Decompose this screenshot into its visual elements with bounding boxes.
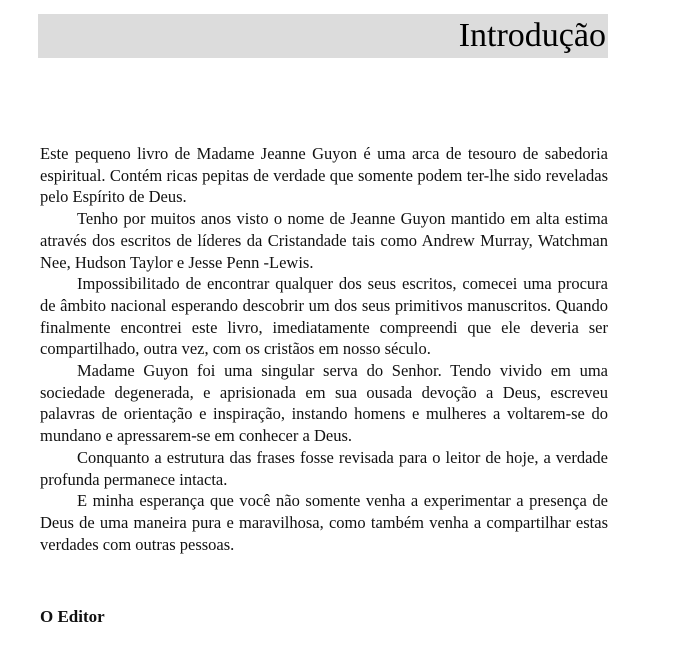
paragraph-1: Este pequeno livro de Madame Jeanne Guyon é uma arca de tesouro de sabedoria espiritual. Contém ricas pepitas de verdade que somente podem ter-lhe sido reveladas pelo Espírito de Deus.	[40, 144, 608, 207]
chapter-header-bar	[38, 14, 608, 58]
editor-signature: O Editor	[40, 607, 105, 626]
paragraph-4: Madame Guyon foi uma singular serva do Senhor. Tendo vivido em uma sociedade degenerada, e aprisionada em sua ousada devoção a Deus, escreveu palavras de orientação e inspiração, instando homens e mulheres a voltarem-se do mundano e apressarem-se em conhecer a Deus.	[40, 361, 608, 446]
chapter-body	[40, 143, 608, 555]
paragraph-6: E minha esperança que você não somente venha a experimentar a presença de Deus de uma maneira pura e maravilhosa, como também venha a compartilhar estas verdades com outras pessoas.	[40, 491, 608, 554]
paragraph-3: Impossibilitado de encontrar qualquer dos seus escritos, comecei uma procura de âmbito nacional esperando descobrir um dos seus primitivos manuscritos. Quando finalmente encontrei este livro, imediatamente compreendi que ele deveria ser compartilhado, outra vez, com os cristãos em nosso século.	[40, 274, 608, 359]
paragraph-2: Tenho por muitos anos visto o nome de Jeanne Guyon mantido em alta estima através dos escritos de líderes da Cristandade tais como Andrew Murray, Watchman Nee, Hudson Taylor e Jesse Penn -Lewis.	[40, 209, 608, 272]
chapter-title: Introdução	[458, 17, 606, 54]
paragraph-5: Conquanto a estrutura das frases fosse revisada para o leitor de hoje, a verdade profunda permanece intacta.	[40, 447, 608, 489]
